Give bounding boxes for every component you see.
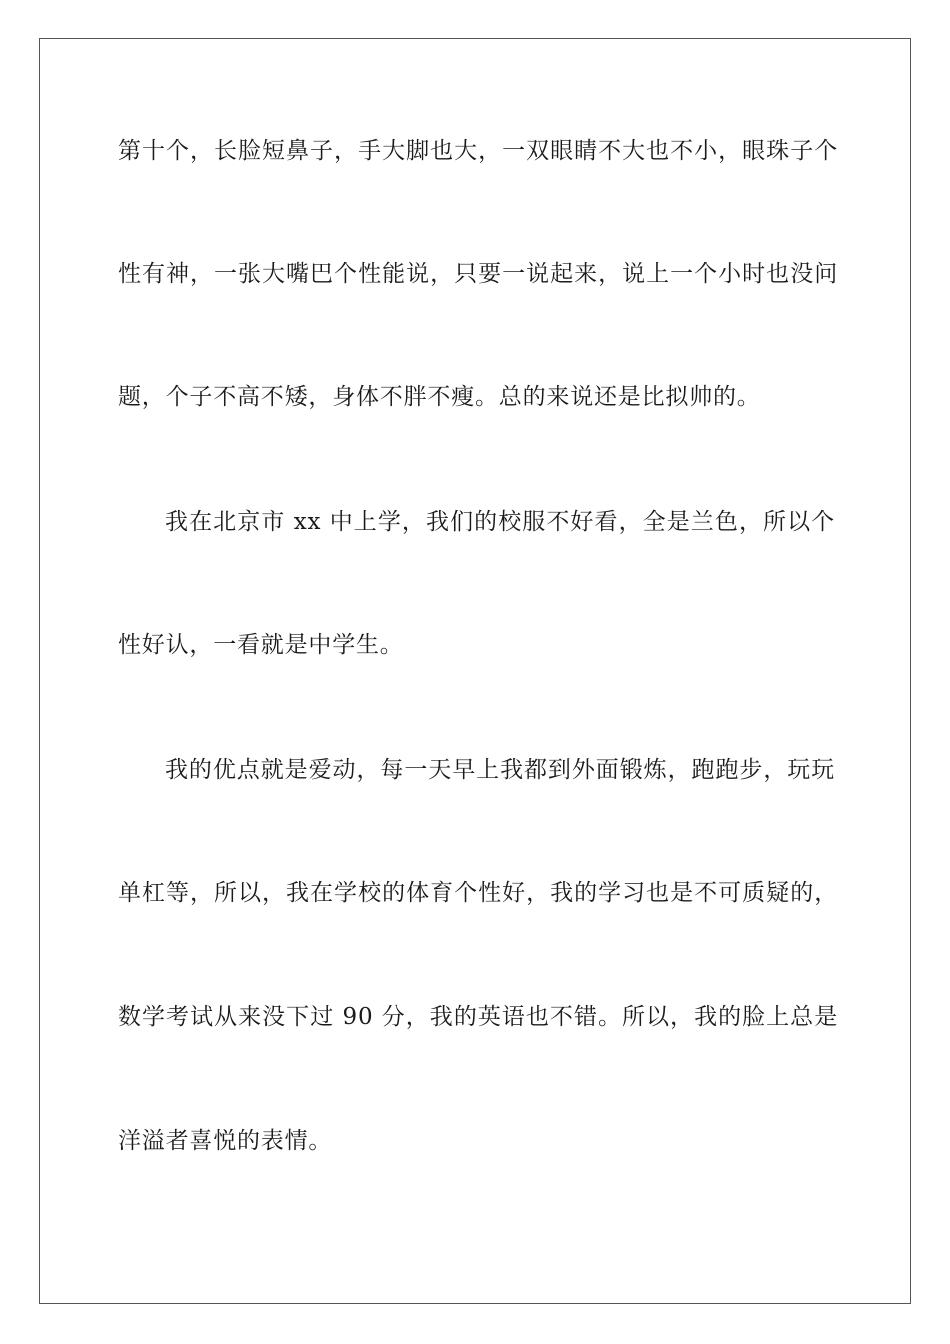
text-line: 单杠等，所以，我在学校的体育个性好，我的学习也是不可质疑的， xyxy=(118,880,838,906)
text-line: 题，个子不高不矮，身体不胖不瘦。总的来说还是比拟帅的。 xyxy=(118,384,761,410)
text-line: 数学考试从来没下过 90 分，我的英语也不错。所以，我的脸上总是 xyxy=(118,1004,838,1030)
paragraph-first-line: 我在北京市 xx 中上学，我们的校服不好看，全是兰色，所以个 xyxy=(165,509,835,535)
page-border xyxy=(39,38,911,1304)
text-line: 性有神，一张大嘴巴个性能说，只要一说起来，说上一个小时也没问 xyxy=(118,261,838,287)
text-line: 洋溢者喜悦的表情。 xyxy=(118,1128,333,1154)
paragraph-first-line: 我的优点就是爱动，每一天早上我都到外面锻炼，跑跑步，玩玩 xyxy=(165,757,835,783)
text-line: 性好认，一看就是中学生。 xyxy=(118,632,404,658)
text-line: 第十个，长脸短鼻子，手大脚也大，一双眼睛不大也不小，眼珠子个 xyxy=(118,138,838,164)
